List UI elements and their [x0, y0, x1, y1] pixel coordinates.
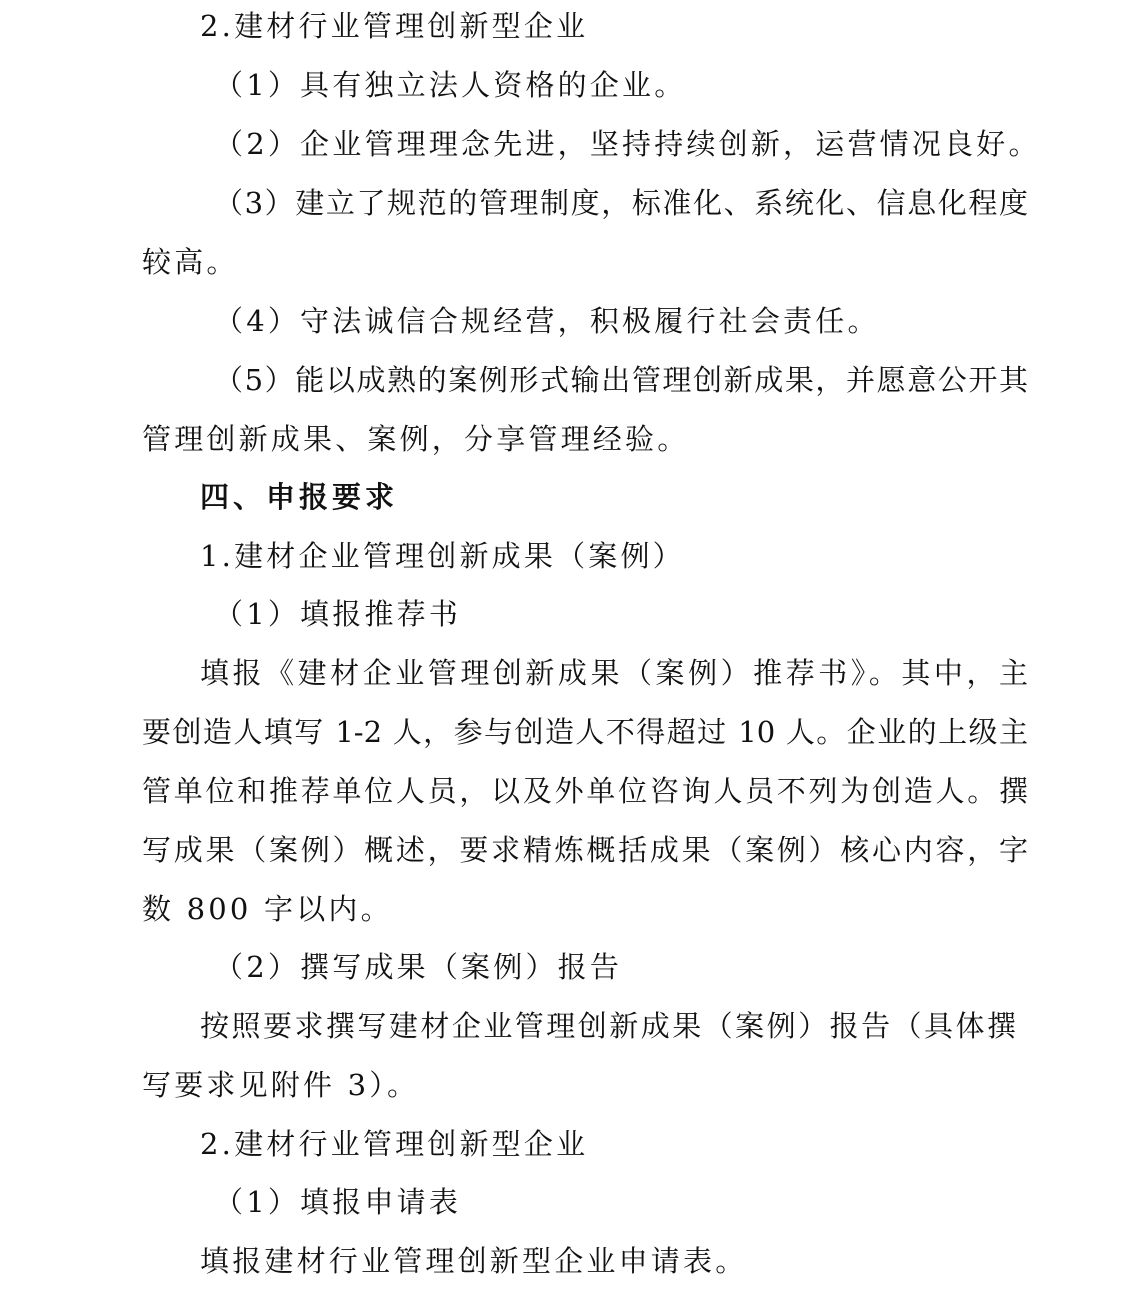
- subsection-heading-innovative-enterprise-2: 2.建材行业管理创新型企业: [200, 1127, 589, 1161]
- section-heading-requirements: 四、申报要求: [200, 480, 399, 514]
- criterion-5-line-1: （5）能以成熟的案例形式输出管理创新成果，并愿意公开其: [214, 363, 1028, 397]
- criterion-5-line-2: 管理创新成果、案例，分享管理经验。: [142, 422, 690, 456]
- subsection-heading-innovative-enterprise: 2.建材行业管理创新型企业: [200, 9, 589, 43]
- paragraph-recommendation-line-5: 数 800 字以内。: [142, 892, 393, 926]
- paragraph-report-line-1: 按照要求撰写建材企业管理创新成果（案例）报告（具体撰: [200, 1009, 1016, 1043]
- criterion-2: （2）企业管理理念先进，坚持持续创新，运营情况良好。: [214, 127, 1041, 161]
- item-heading-report: （2）撰写成果（案例）报告: [214, 950, 623, 984]
- paragraph-application-form: 填报建材行业管理创新型企业申请表。: [200, 1244, 748, 1278]
- criterion-3-line-2: 较高。: [142, 245, 239, 279]
- item-heading-recommendation: （1）填报推荐书: [214, 597, 462, 631]
- criterion-4: （4）守法诚信合规经营，积极履行社会责任。: [214, 304, 880, 338]
- criterion-3-line-1: （3）建立了规范的管理制度，标准化、系统化、信息化程度: [214, 186, 1028, 220]
- item-heading-application-form: （1）填报申请表: [214, 1185, 462, 1219]
- paragraph-recommendation-line-2: 要创造人填写 1-2 人，参与创造人不得超过 10 人。企业的上级主: [142, 715, 1028, 749]
- subsection-heading-achievements: 1.建材企业管理创新成果（案例）: [200, 539, 685, 573]
- paragraph-recommendation-line-1: 填报《建材企业管理创新成果（案例）推荐书》。其中，主: [200, 656, 1028, 690]
- paragraph-recommendation-line-4: 写成果（案例）概述，要求精炼概括成果（案例）核心内容，字: [142, 833, 1028, 867]
- criterion-1: （1）具有独立法人资格的企业。: [214, 68, 687, 102]
- paragraph-report-line-2: 写要求见附件 3）。: [142, 1068, 420, 1102]
- paragraph-recommendation-line-3: 管单位和推荐单位人员，以及外单位咨询人员不列为创造人。撰: [142, 774, 1028, 808]
